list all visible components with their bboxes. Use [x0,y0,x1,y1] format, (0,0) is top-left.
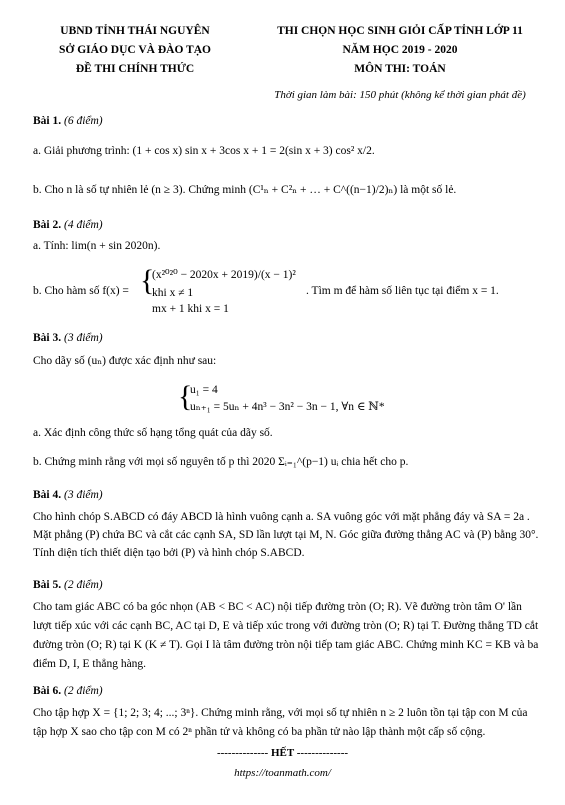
bai3-sys2: uₙ₊₁ = 5uₙ + 4n³ − 3n² − 3n − 1, ∀n ∈ ℕ* [190,401,385,413]
bai6-heading [33,682,543,700]
bai2-brace: { [140,264,155,297]
bai2-points: (4 điểm) [64,219,103,231]
bai1-points: (6 điểm) [64,115,103,127]
header-official: ĐỀ THI CHÍNH THỨC [75,63,195,75]
bai2-b-prefix: b. Cho hàm số f(x) = [33,285,129,297]
bai5-text: Cho tam giác ABC có ba góc nhọn (AB < BC < AC) nội tiếp đường tròn (O; R). Vẽ đường tròn tâm O' lần lượt tiếp xúc với các cạnh BC, AC tại D, E và tiếp xúc trong với đường tròn (O; R) tại T. Đường thẳng TD cắt đường tròn (O; R) tại K (K ≠ T). Gọi I là tâm đường tròn nội tiếp tam giác ABC. Chứng minh KC = KB và ba điểm D, I, E thẳng hàng. [33,601,539,670]
bai4-points: (3 điểm) [64,489,103,501]
bai6-points: (2 điểm) [64,685,103,697]
bai4-text: Cho hình chóp S.ABCD có đáy ABCD là hình vuông cạnh a. SA vuông góc với mặt phẳng đáy và SA = 2a . Mặt phẳng (P) chứa BC và cắt các cạnh SA, SD lần lượt tại M, N. Góc giữa đường thẳng AC và (P) bằng 30°. Tính diện tích thiết diện tạo bởi (P) và hình chóp S.ABCD. [33,511,539,559]
header-department: SỞ GIÁO DỤC VÀ ĐÀO TẠO [59,44,211,56]
header-subject: MÔN THI: TOÁN [354,63,446,75]
end-marker: -------------- HẾT -------------- [216,747,349,759]
bai3-heading [33,329,543,347]
bai3-points: (3 điểm) [64,332,103,344]
header-right [250,22,550,79]
bai2-b-suffix: . Tìm m để hàm số liên tục tại điểm x = 1. [306,285,499,297]
bai2-a: a. Tính: lim(n + sin 2020n). [33,240,161,252]
bai6-title: Bài 6. [33,685,62,697]
bai1-title: Bài 1. [33,115,62,127]
bai2-case2: mx + 1 khi x = 1 [152,303,229,315]
time-note: Thời gian làm bài: 150 phút (không kể thời gian phát đề) [274,89,526,101]
source-url[interactable]: https://toanmath.com/ [234,767,331,779]
bai3-a: a. Xác định công thức số hạng tổng quát của dãy số. [33,427,273,439]
bai5-points: (2 điểm) [64,579,103,591]
bai4-title: Bài 4. [33,489,62,501]
bai3-sys1: u₁ = 4 [190,384,218,396]
header-year: NĂM HỌC 2019 - 2020 [342,44,458,56]
bai1-a: a. Giải phương trình: (1 + cos x) sin x + 3cos x + 1 = 2(sin x + 3) cos² x/2. [33,145,375,157]
header-province: UBND TỈNH THÁI NGUYÊN [60,25,210,37]
bai3-title: Bài 3. [33,332,62,344]
bai2-case1: (x²⁰²⁰ − 2020x + 2019)/(x − 1)² khi x ≠ 1 [152,269,296,299]
bai6-text: Cho tập hợp X = {1; 2; 3; 4; ...; 3ⁿ}. Chứng minh rằng, với mọi số tự nhiên n ≥ 2 luôn tồn tại tập con M của tập hợp X sao cho tập con M có 2ⁿ phần tử và không có ba phần tử nào lập thành một cấp số cộng. [33,707,528,738]
header-exam-title: THI CHỌN HỌC SINH GIỎI CẤP TỈNH LỚP 11 [277,25,523,37]
bai4-heading [33,486,543,504]
bai3-intro: Cho dãy số (uₙ) được xác định như sau: [33,355,217,367]
header-left [40,22,230,79]
bai1-heading [33,112,543,130]
bai5-title: Bài 5. [33,579,62,591]
bai3-brace: { [178,380,193,413]
bai2-title: Bài 2. [33,219,62,231]
bai5-heading [33,576,543,594]
bai2-heading [33,216,543,234]
bai1-b: b. Cho n là số tự nhiên lẻ (n ≥ 3). Chứng minh (C¹ₙ + C²ₙ + … + C^((n−1)/2)ₙ) là một số lẻ. [33,184,457,196]
bai3-b: b. Chứng minh rằng với mọi số nguyên tố p thì 2020 Σᵢ₌₁^(p−1) uᵢ chia hết cho p. [33,456,409,468]
